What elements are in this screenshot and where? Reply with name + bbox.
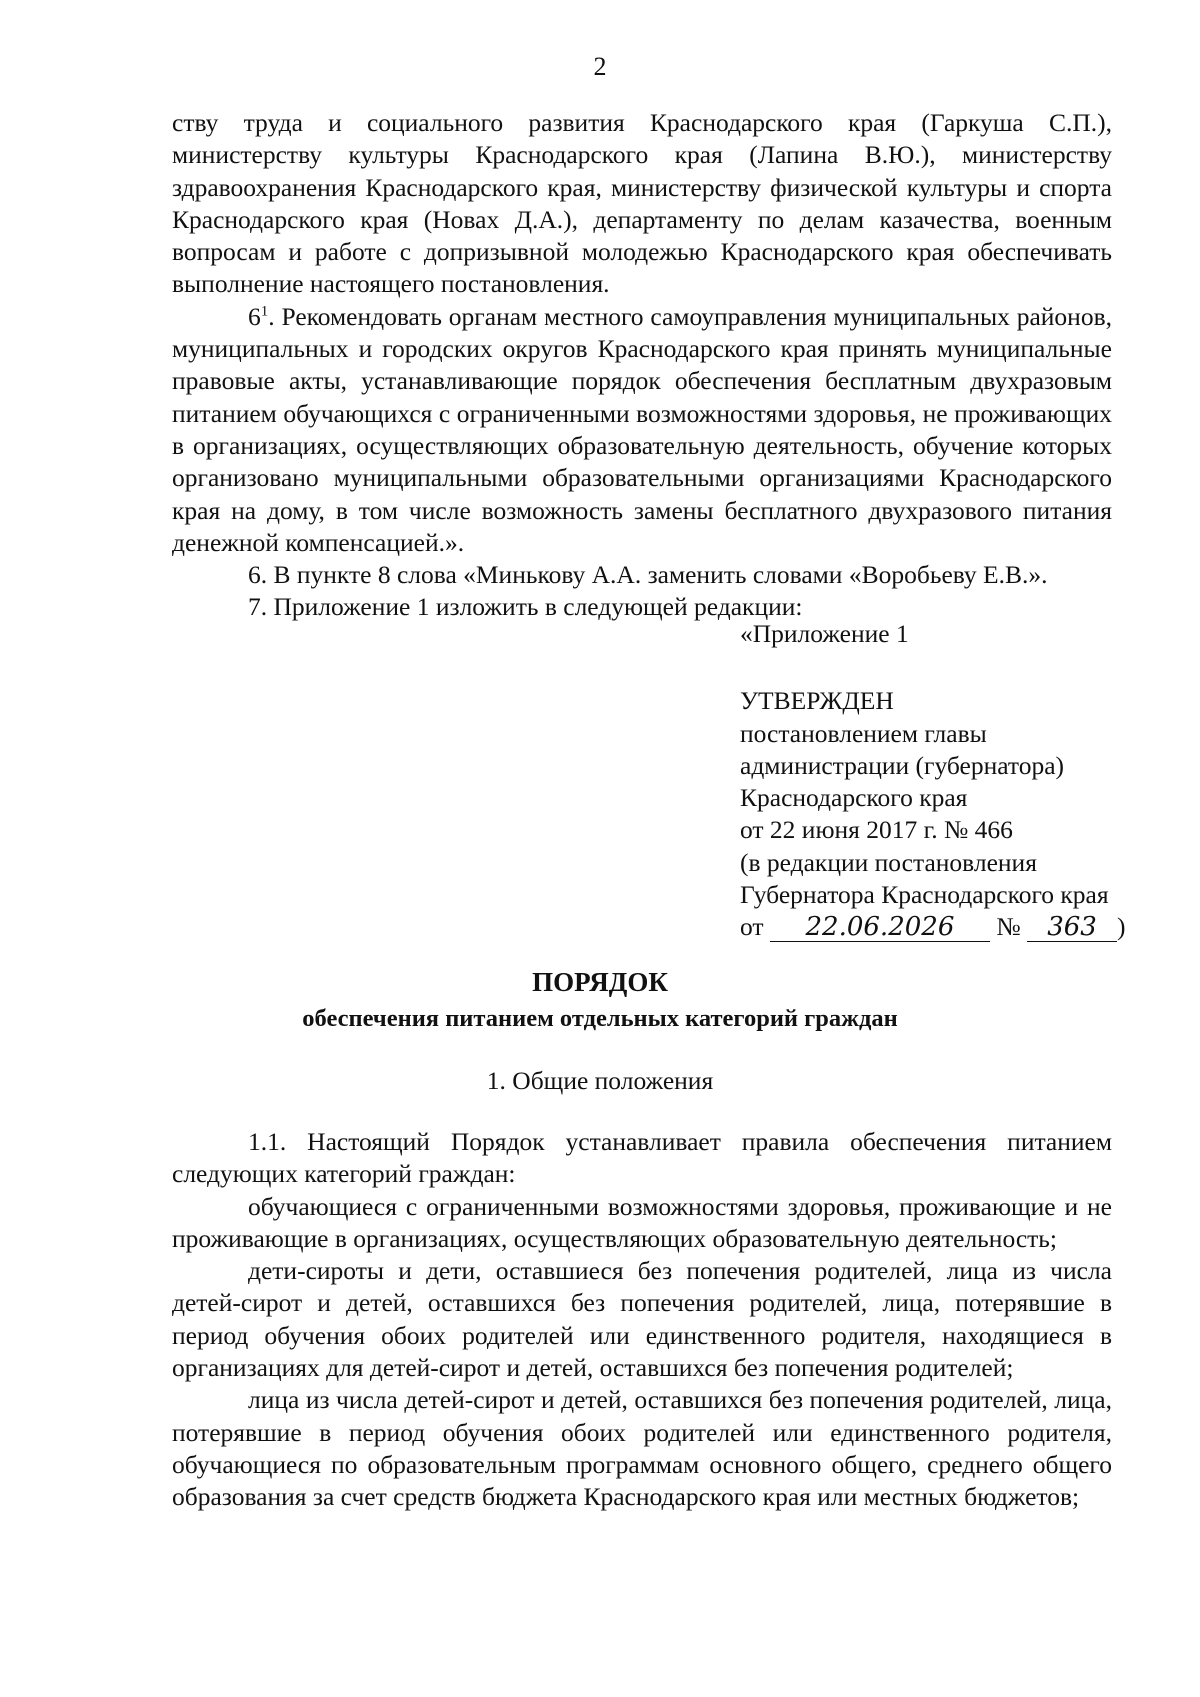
appendix-label: «Приложение 1: [740, 619, 909, 648]
section-heading: 1. Общие положения: [486, 1066, 714, 1095]
paragraph: лица из числа детей-сирот и детей, оставшихся без попечения родителей, лица, потерявшие в период обучения обоих родителей или единственного родителя, обучающиеся по образовательным программам основного общего, среднего общего образования за счет средств бюджета Краснодарского края или местных бюджетов;: [172, 1385, 1112, 1512]
approval-line: Краснодарского края: [740, 783, 968, 813]
paragraph: дети-сироты и дети, оставшиеся без попечения родителей, лица из числа детей-сирот и детей, оставшихся без попечения родителей, лица, потерявшие в период обучения обоих родителей или единственного родителя, находящиеся в организациях для детей-сирот и детей, оставшихся без попечения родителей;: [172, 1256, 1112, 1383]
approval-line: постановлением главы: [740, 718, 987, 748]
handwritten-date: 22.06.2026: [770, 913, 990, 942]
paragraph: 1.1. Настоящий Порядок устанавливает правила обеспечения питанием следующих категорий граждан:: [172, 1127, 1112, 1189]
body-text-bottom: [172, 1126, 1112, 1514]
item-number: 6: [248, 301, 261, 331]
paragraph-continuation: ству труда и социального развития Краснодарского края (Гаркуша С.П.), министерству культуры Краснодарского края (Лапина В.Ю.), министерству здравоохранения Краснодарского края, министерству физической культуры и спорта Краснодарского края (Новах Д.А.), департаменту по делам казачества, военным вопросам и работе с допризывной молодежью Краснодарского края обеспечивать выполнение настоящего постановления.: [172, 108, 1112, 299]
from-prefix: от: [740, 912, 764, 942]
item-text: . Рекомендовать органам местного самоуправления муниципальных районов, муниципальных и городских округов Краснодарского края принять муниципальные правовые акты, устанавливающие порядок обеспечения бесплатным двухразовым питанием обучающихся с ограниченными возможностями здоровья, не проживающих в организациях, осуществляющих образовательную деятельность, обучение которых организовано муниципальными образовательными организациями Краснодарского края на дому, в том числе возможность замены бесплатного двухразового питания денежной компенсацией.».: [172, 301, 1112, 557]
item-superscript: 1: [260, 303, 269, 320]
closing-paren: ): [1117, 912, 1126, 942]
paragraph-item-6: 6. В пункте 8 слова «Минькову А.А. заменить словами «Воробьеву Е.В.».: [248, 560, 1048, 590]
approved-heading: УТВЕРЖДЕН: [740, 686, 894, 716]
paragraph: обучающиеся с ограниченными возможностями здоровья, проживающие и не проживающие в организациях, осуществляющих образовательную деятельность;: [172, 1191, 1112, 1253]
approval-line: (в редакции постановления: [740, 847, 1037, 877]
handwritten-number: 363: [1027, 913, 1117, 942]
document-subtitle: обеспечения питанием отдельных категорий граждан: [302, 1005, 898, 1032]
number-sign: №: [996, 912, 1021, 942]
approval-line: от 22 июня 2017 г. № 466: [740, 815, 1013, 845]
paragraph-item-6-1: [172, 301, 1112, 559]
signature-date-line: [740, 911, 1160, 943]
paragraph-item-7: 7. Приложение 1 изложить в следующей редакции:: [248, 592, 803, 622]
approval-block: [740, 618, 1160, 944]
body-text-top: [172, 107, 1112, 624]
approval-line: администрации (губернатора): [740, 750, 1065, 780]
document-title: ПОРЯДОК: [532, 967, 668, 997]
page-number: 2: [593, 52, 607, 81]
approval-line: Губернатора Краснодарского края: [740, 880, 1109, 910]
